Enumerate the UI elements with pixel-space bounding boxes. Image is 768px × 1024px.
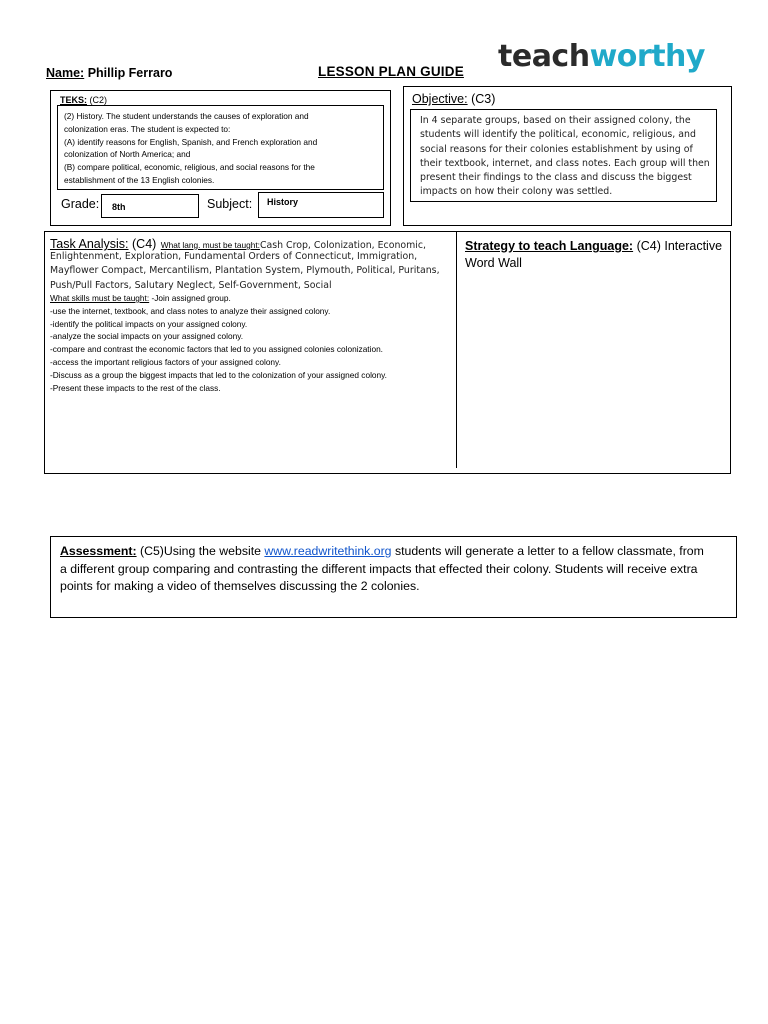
- teks-line: establishment of the 13 English colonies.: [64, 174, 215, 185]
- objective-line: students will identify the political, economic, religious, and: [420, 129, 696, 141]
- teachworthy-logo: [498, 39, 705, 74]
- teks-line: (2) History. The student understands the causes of exploration and: [64, 111, 309, 121]
- skill-item: -compare and contrast the economic factors that led to you assigned colonies colonization.: [50, 344, 383, 355]
- strategy-section: [465, 238, 725, 272]
- objective-heading: [412, 92, 495, 106]
- grade-value: 8th: [112, 202, 126, 212]
- grade-label: Grade:: [61, 197, 100, 211]
- objective-line: their textbook, internet, and class notes. Each group will then: [420, 157, 710, 169]
- column-divider: [456, 232, 457, 468]
- strategy-label: Strategy to teach Language:: [465, 239, 634, 253]
- skill-item: -analyze the social impacts on your assigned colony.: [50, 331, 244, 342]
- skill-item: -use the internet, textbook, and class notes to analyze their assigned colony.: [50, 305, 331, 316]
- strategy-value-1: Interactive: [664, 239, 723, 253]
- objective-line: In 4 separate groups, based on their assigned colony, the: [420, 115, 691, 126]
- skills-list: [50, 292, 450, 394]
- teks-line: (B) compare political, economic, religious, and social reasons for the: [64, 162, 315, 173]
- subject-value: History: [267, 197, 299, 207]
- logo-text-worthy: worthy: [589, 39, 705, 74]
- logo-text-teach: teach: [498, 39, 590, 74]
- teks-label: TEKS:: [60, 95, 87, 105]
- assessment-label: Assessment:: [60, 544, 137, 558]
- teks-code: (C2): [89, 95, 108, 105]
- teks-text: [64, 110, 379, 187]
- page-title: LESSON PLAN GUIDE: [318, 64, 464, 79]
- language-line: Push/Pull Factors, Salutary Neglect, Self-Government, Social: [50, 279, 332, 291]
- task-analysis-label: Task Analysis:: [50, 237, 129, 251]
- assessment-line-3: points for making a video of themselves discussing the 2 colonies.: [60, 579, 420, 594]
- student-name: [46, 66, 172, 80]
- skill-item: -access the important religious factors of your assigned colony.: [50, 356, 281, 367]
- objective-line: social reasons for their colonies establishment by using of: [420, 143, 693, 155]
- skills-heading: [50, 292, 450, 305]
- objective-line: present their findings to the class and discuss the biggest: [420, 172, 692, 184]
- language-line: Enlightenment, Exploration, Fundamental Orders of Connecticut, Immigration,: [50, 251, 418, 262]
- objective-text: [420, 114, 710, 200]
- objective-line: impacts on how their colony was settled.: [420, 186, 613, 198]
- skill-item: -Present these impacts to the rest of the class.: [50, 382, 221, 393]
- language-list: [50, 250, 450, 293]
- strategy-value-2: Word Wall: [465, 256, 522, 270]
- task-analysis-code: (C4): [132, 237, 157, 251]
- skill-item: -Join assigned group.: [151, 293, 231, 303]
- assessment-text-after: students will generate a letter to a fellow classmate, from: [394, 544, 704, 558]
- assessment-text-before: (C5)Using the website: [139, 544, 261, 558]
- skill-item: -Discuss as a group the biggest impacts that led to the colonization of your assigned colony.: [50, 369, 387, 380]
- task-analysis-title: [50, 237, 156, 251]
- subject-label: Subject:: [207, 197, 253, 211]
- name-value: Phillip Ferraro: [87, 66, 173, 80]
- language-label: What lang. must be taught:: [160, 240, 260, 250]
- strategy-code: (C4): [636, 239, 661, 253]
- teks-line: (A) identify reasons for English, Spanish, and French exploration and: [64, 136, 318, 147]
- teks-line: colonization of North America; and: [64, 149, 191, 160]
- teks-line: colonization eras. The student is expected to:: [64, 123, 231, 134]
- skills-label: What skills must be taught:: [50, 293, 150, 303]
- assessment-text: [60, 543, 732, 596]
- objective-label: Objective:: [412, 92, 468, 106]
- objective-code: (C3): [471, 92, 496, 106]
- language-first-line: Cash Crop, Colonization, Economic,: [259, 240, 426, 251]
- readwritethink-link[interactable]: www.readwritethink.org: [264, 544, 392, 558]
- name-label: Name:: [46, 66, 85, 80]
- language-line: Mayflower Compact, Mercantilism, Plantation System, Plymouth, Political, Puritans,: [50, 265, 440, 277]
- teks-heading: [60, 95, 107, 105]
- assessment-line-2: a different group comparing and contrasting the different impacts that effected their colony. Students will receive extra: [60, 561, 698, 576]
- skill-item: -identify the political impacts on your assigned colony.: [50, 318, 248, 329]
